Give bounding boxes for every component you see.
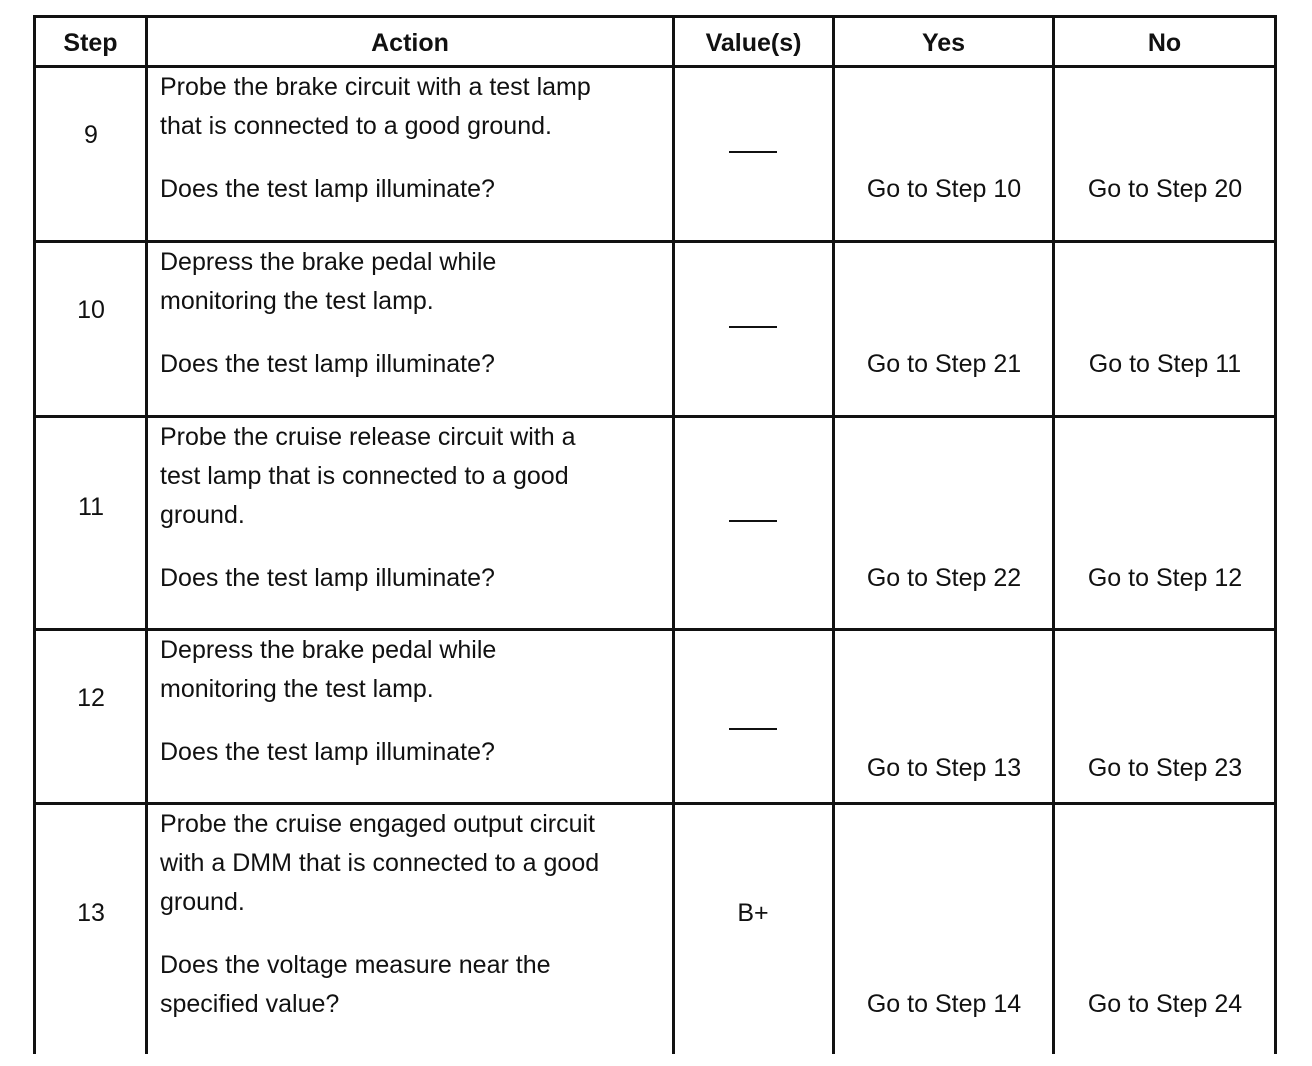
step-number: 13 <box>77 899 105 927</box>
value-cell: B+ <box>737 899 769 927</box>
header-step: Step <box>63 28 118 57</box>
no-cell: Go to Step 23 <box>1087 754 1243 782</box>
action-line: Probe the cruise engaged output circuit <box>160 810 595 838</box>
dash-mark <box>729 520 777 522</box>
no-cell: Go to Step 11 <box>1088 350 1242 378</box>
action-line: Probe the brake circuit with a test lamp <box>160 73 591 101</box>
action-text <box>160 243 660 384</box>
value-cell <box>675 307 831 346</box>
action-line: with a DMM that is connected to a good <box>160 849 600 877</box>
step-number: 11 <box>78 493 104 521</box>
action-line: Probe the cruise release circuit with a <box>160 423 576 451</box>
table-top-border <box>33 15 1277 18</box>
header-no: No <box>1147 28 1182 57</box>
dash-mark <box>729 151 777 153</box>
action-question: Does the test lamp illuminate? <box>160 175 495 203</box>
header-values: Value(s) <box>705 28 802 57</box>
yes-cell: Go to Step 21 <box>866 350 1022 378</box>
action-question: specified value? <box>160 990 340 1018</box>
yes-cell: Go to Step 14 <box>866 990 1022 1018</box>
action-line: test lamp that is connected to a good <box>160 462 569 490</box>
value-cell <box>675 132 831 171</box>
value-cell <box>675 709 831 748</box>
action-question: Does the voltage measure near the <box>160 951 551 979</box>
action-line: ground. <box>160 501 245 529</box>
action-line: that is connected to a good ground. <box>160 112 552 140</box>
no-cell: Go to Step 12 <box>1087 564 1243 592</box>
header-yes: Yes <box>921 28 966 57</box>
action-line: monitoring the test lamp. <box>160 287 434 315</box>
action-text <box>160 418 660 598</box>
action-line: ground. <box>160 888 245 916</box>
no-cell: Go to Step 20 <box>1087 175 1243 203</box>
dash-mark <box>729 728 777 730</box>
step-number: 10 <box>77 296 105 324</box>
action-question: Does the test lamp illuminate? <box>160 350 495 378</box>
action-text <box>160 805 660 1024</box>
no-cell: Go to Step 24 <box>1087 990 1243 1018</box>
action-line: Depress the brake pedal while <box>160 248 497 276</box>
action-line: Depress the brake pedal while <box>160 636 497 664</box>
action-text <box>160 631 660 772</box>
yes-cell: Go to Step 22 <box>866 564 1022 592</box>
yes-cell: Go to Step 10 <box>866 175 1022 203</box>
dash-mark <box>729 326 777 328</box>
step-number: 12 <box>77 684 105 712</box>
value-cell <box>675 501 831 540</box>
action-question: Does the test lamp illuminate? <box>160 738 495 766</box>
step-number: 9 <box>84 121 98 149</box>
yes-cell: Go to Step 13 <box>866 754 1022 782</box>
action-line: monitoring the test lamp. <box>160 675 434 703</box>
action-question: Does the test lamp illuminate? <box>160 564 495 592</box>
col-divider <box>1274 15 1277 1054</box>
header-action: Action <box>371 28 449 57</box>
action-text <box>160 68 660 209</box>
